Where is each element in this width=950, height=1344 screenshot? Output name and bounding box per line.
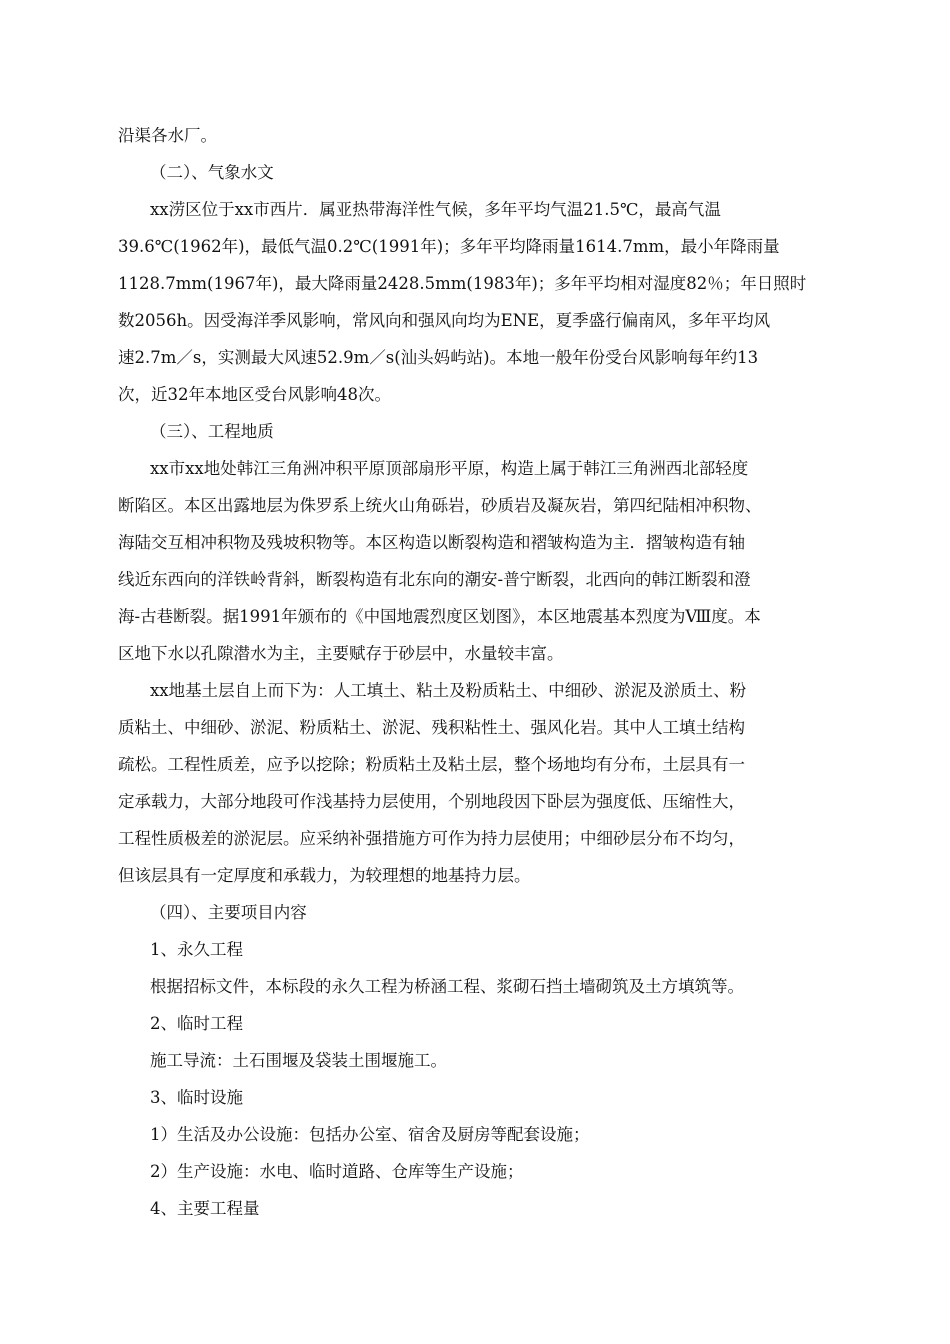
text-line: 海-古巷断裂。据1991年颁布的《中国地震烈度区划图》，本区地震基本烈度为Ⅷ度。本 (118, 607, 761, 626)
subheading: 1、永久工程 (150, 940, 243, 959)
text-line: 数2056h。因受海洋季风影响，常风向和强风向均为ENE，夏季盛行偏南风，多年平均风 (118, 311, 771, 330)
section-heading: （二）、气象水文 (150, 163, 274, 182)
text-line: 39.6℃(1962年)，最低气温0.2℃(1991年)；多年平均降雨量1614.7mm，最小年降雨量 (118, 237, 780, 256)
subheading: 4、主要工程量 (150, 1199, 260, 1218)
text-line: xx涝区位于xx市西片．属亚热带海洋性气候，多年平均气温21.5℃，最高气温 (150, 200, 721, 219)
text-line: 沿渠各水厂。 (118, 126, 217, 145)
text-line: 根据招标文件，本标段的永久工程为桥涵工程、浆砌石挡土墙砌筑及土方填筑等。 (150, 977, 744, 996)
text-line: xx地基土层自上而下为：人工填土、粘土及粉质粘土、中细砂、淤泥及淤质土、粉 (150, 681, 747, 700)
text-line: 线近东西向的洋铁岭背斜，断裂构造有北东向的潮安-普宁断裂，北西向的韩江断裂和澄 (118, 570, 751, 589)
subheading: 2、临时工程 (150, 1014, 243, 1033)
text-line: 次，近32年本地区受台风影响48次。 (118, 385, 391, 404)
text-line: 定承载力，大部分地段可作浅基持力层使用，个别地段因下卧层为强度低、压缩性大， (118, 792, 745, 811)
text-line: 疏松。工程性质差，应予以挖除；粉质粘土及粘土层，整个场地均有分布，土层具有一 (118, 755, 745, 774)
text-line: 工程性质极差的淤泥层。应采纳补强措施方可作为持力层使用；中细砂层分布不均匀， (118, 829, 745, 848)
text-line: 断陷区。本区出露地层为侏罗系上统火山角砾岩，砂质岩及凝灰岩，第四纪陆相冲积物、 (118, 496, 762, 515)
list-item: 1）生活及办公设施：包括办公室、宿舍及厨房等配套设施； (150, 1125, 590, 1144)
section-heading: （三）、工程地质 (150, 422, 274, 441)
section-heading: （四）、主要项目内容 (150, 903, 307, 922)
text-line: 质粘土、中细砂、淤泥、粉质粘土、淤泥、残积粘性土、强风化岩。其中人工填土结构 (118, 718, 745, 737)
text-line: 区地下水以孔隙潜水为主，主要赋存于砂层中，水量较丰富。 (118, 644, 564, 663)
list-item: 2）生产设施：水电、临时道路、仓库等生产设施； (150, 1162, 524, 1181)
subheading: 3、临时设施 (150, 1088, 243, 1107)
text-line: 海陆交互相冲积物及残坡积物等。本区构造以断裂构造和褶皱构造为主．摺皱构造有轴 (118, 533, 745, 552)
text-line: xx市xx地处韩江三角洲冲积平原顶部扇形平原，构造上属于韩江三角洲西北部轻度 (150, 459, 749, 478)
text-line: 速2.7m／s，实测最大风速52.9m／s(汕头妈屿站)。本地一般年份受台风影响每年约13 (118, 348, 759, 367)
text-line: 但该层具有一定厚度和承载力，为较理想的地基持力层。 (118, 866, 531, 885)
text-line: 1128.7mm(1967年)，最大降雨量2428.5mm(1983年)；多年平均相对湿度82％；年日照时 (118, 274, 807, 293)
text-line: 施工导流：土石围堰及袋装土围堰施工。 (150, 1051, 447, 1070)
